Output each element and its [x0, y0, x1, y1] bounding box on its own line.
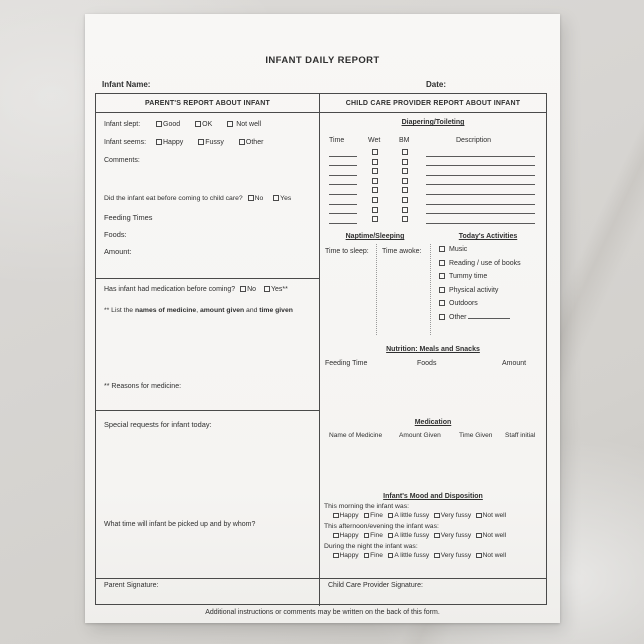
mood-question-afternoon: This afternoon/evening the infant was: — [324, 523, 439, 530]
description-blank-line[interactable] — [426, 184, 535, 185]
mood-group-morning — [320, 503, 546, 523]
wet-checkbox[interactable] — [372, 197, 378, 203]
mood-option: Not well — [476, 552, 506, 559]
parent-report-column — [96, 113, 320, 578]
time-blank-line[interactable] — [329, 175, 357, 176]
provider-report-column — [320, 113, 546, 578]
time-blank-line[interactable] — [329, 194, 357, 195]
option-fussy: Fussy — [198, 139, 224, 146]
eat-question-row — [104, 195, 313, 202]
physical-activity-checkbox[interactable] — [439, 287, 445, 293]
option-yes: Yes — [273, 195, 291, 202]
wet-checkbox[interactable] — [372, 149, 378, 155]
footer-note: Additional instructions or comments may be written on the back of this form. — [205, 609, 440, 616]
time-blank-line[interactable] — [329, 156, 357, 157]
option-med-yes: Yes** — [264, 286, 288, 293]
medication-title: Medication — [414, 419, 452, 426]
mood-option: Very fussy — [434, 532, 471, 539]
wet-checkbox[interactable] — [372, 178, 378, 184]
happy-checkbox[interactable] — [156, 139, 162, 145]
outdoors-checkbox[interactable] — [439, 300, 445, 306]
description-blank-line[interactable] — [426, 156, 535, 157]
time-given-column-label: Time Given — [459, 432, 493, 439]
time-awoke-label: Time awoke: — [382, 248, 422, 255]
time-blank-line[interactable] — [329, 213, 357, 214]
parent-signature-label: Parent Signature: — [96, 579, 320, 606]
description-blank-line[interactable] — [426, 204, 535, 205]
mood-option: Happy — [333, 552, 359, 559]
activities-title: Today's Activities — [458, 233, 518, 240]
diapering-row — [320, 186, 546, 196]
special-requests-label: Special requests for infant today: — [104, 420, 212, 429]
mood-little-fussy-checkbox[interactable] — [388, 553, 394, 559]
other-blank-line[interactable] — [468, 318, 510, 319]
mood-option: A little fussy — [388, 532, 429, 539]
other-activity-checkbox[interactable] — [439, 314, 445, 320]
report-table — [95, 93, 547, 605]
medication-section — [320, 416, 546, 491]
option-good: Good — [156, 121, 180, 128]
description-blank-line[interactable] — [426, 194, 535, 195]
mood-happy-checkbox[interactable] — [333, 553, 339, 559]
wet-checkbox[interactable] — [372, 168, 378, 174]
good-checkbox[interactable] — [156, 121, 162, 127]
description-blank-line[interactable] — [426, 175, 535, 176]
bm-column-label: BM — [399, 137, 410, 144]
med-no-checkbox[interactable] — [240, 286, 246, 292]
option-ok: OK — [195, 121, 212, 128]
date-label: Date: — [426, 80, 447, 89]
eat-question: Did the infant eat before coming to child care? — [104, 195, 243, 202]
bm-checkbox[interactable] — [402, 207, 408, 213]
mood-option: A little fussy — [388, 552, 429, 559]
mood-not-well-checkbox[interactable] — [476, 533, 482, 539]
signature-row — [96, 578, 546, 606]
ok-checkbox[interactable] — [195, 121, 201, 127]
mood-option: A little fussy — [388, 512, 429, 519]
amount-column-label: Amount — [502, 360, 527, 367]
amount-label: Amount: — [104, 247, 132, 256]
comments-label: Comments: — [104, 157, 140, 164]
foods-column-label: Foods — [417, 360, 437, 367]
mood-group-night — [320, 543, 546, 563]
time-blank-line[interactable] — [329, 223, 357, 224]
activity-item: Other — [439, 314, 544, 321]
activity-item: Tummy time — [439, 273, 544, 280]
diapering-title: Diapering/Toileting — [401, 119, 465, 126]
diapering-section — [320, 113, 546, 229]
mood-little-fussy-checkbox[interactable] — [388, 513, 394, 519]
med-yes-checkbox[interactable] — [264, 286, 270, 292]
bm-checkbox[interactable] — [402, 178, 408, 184]
activities-list — [439, 246, 544, 328]
infant-seems-row — [104, 139, 313, 146]
naptime-title: Naptime/Sleeping — [345, 233, 405, 240]
description-column-label: Description — [456, 137, 492, 144]
other-checkbox[interactable] — [239, 139, 245, 145]
bm-checkbox[interactable] — [402, 187, 408, 193]
tummy-time-checkbox[interactable] — [439, 273, 445, 279]
nutrition-section — [320, 341, 546, 416]
form-title: INFANT DAILY REPORT — [265, 55, 380, 66]
infant-name-label: Infant Name: — [102, 80, 151, 89]
medicine-name-column-label: Name of Medicine — [329, 432, 383, 439]
nutrition-title: Nutrition: Meals and Snacks — [386, 346, 480, 353]
option-not-well: Not well — [227, 121, 261, 128]
activity-item: Reading / use of books — [439, 260, 544, 267]
parent-report-header: PARENT'S REPORT ABOUT INFANT — [96, 94, 320, 112]
option-med-no: No — [240, 286, 256, 293]
wet-checkbox[interactable] — [372, 159, 378, 165]
mood-very-fussy-checkbox[interactable] — [434, 513, 440, 519]
bm-checkbox[interactable] — [402, 197, 408, 203]
diapering-row — [320, 215, 546, 225]
reading-checkbox[interactable] — [439, 260, 445, 266]
wet-checkbox[interactable] — [372, 187, 378, 193]
mood-very-fussy-checkbox[interactable] — [434, 553, 440, 559]
time-to-sleep-label: Time to sleep: — [325, 248, 369, 255]
provider-signature-label: Child Care Provider Signature: — [328, 582, 423, 589]
feeding-time-column-label: Feeding Time — [325, 360, 368, 367]
mood-fine-checkbox[interactable] — [364, 553, 370, 559]
mood-option: Fine — [364, 512, 383, 519]
medication-question-row — [104, 286, 313, 293]
music-checkbox[interactable] — [439, 246, 445, 252]
activity-item: Physical activity — [439, 287, 544, 294]
parent-sleep-feeding-section — [96, 113, 319, 279]
time-blank-line[interactable] — [329, 184, 357, 185]
option-no: No — [248, 195, 264, 202]
mood-fine-checkbox[interactable] — [364, 533, 370, 539]
provider-report-header: CHILD CARE PROVIDER REPORT ABOUT INFANT — [345, 99, 521, 107]
staff-initial-column-label: Staff initial — [505, 432, 536, 439]
parent-medication-section — [96, 279, 319, 411]
description-blank-line[interactable] — [426, 223, 535, 224]
mood-option: Not well — [476, 532, 506, 539]
description-blank-line[interactable] — [426, 213, 535, 214]
mood-happy-checkbox[interactable] — [333, 513, 339, 519]
mood-option: Fine — [364, 552, 383, 559]
activity-item: Music — [439, 246, 544, 253]
feeding-times-label: Feeding Times — [104, 213, 153, 222]
no-checkbox[interactable] — [248, 195, 254, 201]
option-other: Other — [239, 139, 264, 146]
option-happy: Happy — [156, 139, 183, 146]
pickup-question: What time will infant be picked up and by whom? — [104, 521, 256, 528]
wet-checkbox[interactable] — [372, 207, 378, 213]
mood-not-well-checkbox[interactable] — [476, 553, 482, 559]
fussy-checkbox[interactable] — [198, 139, 204, 145]
naptime-divider — [376, 244, 377, 335]
reasons-for-medicine-label: ** Reasons for medicine: — [104, 383, 182, 390]
mood-option: Happy — [333, 512, 359, 519]
mood-very-fussy-checkbox[interactable] — [434, 533, 440, 539]
wet-column-label: Wet — [368, 137, 381, 144]
form-paper — [85, 14, 560, 623]
mood-question-night: During the night the infant was: — [324, 543, 418, 550]
time-column-label: Time — [329, 137, 345, 144]
bm-checkbox[interactable] — [402, 149, 408, 155]
yes-checkbox[interactable] — [273, 195, 279, 201]
not-well-checkbox[interactable] — [227, 121, 233, 127]
time-blank-line[interactable] — [329, 165, 357, 166]
infant-slept-label: Infant slept: — [104, 121, 141, 128]
mood-fine-checkbox[interactable] — [364, 513, 370, 519]
diapering-row — [320, 167, 546, 177]
diapering-row — [320, 206, 546, 216]
mood-question-morning: This morning the infant was: — [324, 503, 410, 510]
table-header-row — [96, 94, 546, 113]
mood-option: Not well — [476, 512, 506, 519]
mood-title: Infant's Mood and Disposition — [383, 493, 483, 500]
mood-not-well-checkbox[interactable] — [476, 513, 482, 519]
foods-label: Foods: — [104, 230, 127, 239]
diapering-row — [320, 196, 546, 206]
medication-note: ** List the names of medicine, amount given and time given — [104, 307, 293, 314]
diapering-row — [320, 148, 546, 158]
mood-group-afternoon — [320, 523, 546, 543]
time-blank-line[interactable] — [329, 204, 357, 205]
wet-checkbox[interactable] — [372, 216, 378, 222]
activity-item: Outdoors — [439, 300, 544, 307]
infant-seems-label: Infant seems: — [104, 139, 147, 146]
mood-happy-checkbox[interactable] — [333, 533, 339, 539]
mood-option: Very fussy — [434, 512, 471, 519]
parent-requests-section — [96, 411, 319, 578]
mood-section — [320, 491, 546, 578]
naptime-activities-section — [320, 229, 546, 341]
medication-question: Has infant had medication before coming? — [104, 286, 236, 293]
diapering-rows — [320, 148, 546, 225]
description-blank-line[interactable] — [426, 165, 535, 166]
mood-option: Fine — [364, 532, 383, 539]
diapering-row — [320, 158, 546, 168]
mood-option: Very fussy — [434, 552, 471, 559]
diapering-row — [320, 177, 546, 187]
infant-slept-row — [104, 121, 313, 128]
bm-checkbox[interactable] — [402, 168, 408, 174]
mood-little-fussy-checkbox[interactable] — [388, 533, 394, 539]
activities-divider — [430, 244, 431, 335]
bm-checkbox[interactable] — [402, 216, 408, 222]
amount-given-column-label: Amount Given — [399, 432, 441, 439]
bm-checkbox[interactable] — [402, 159, 408, 165]
mood-option: Happy — [333, 532, 359, 539]
